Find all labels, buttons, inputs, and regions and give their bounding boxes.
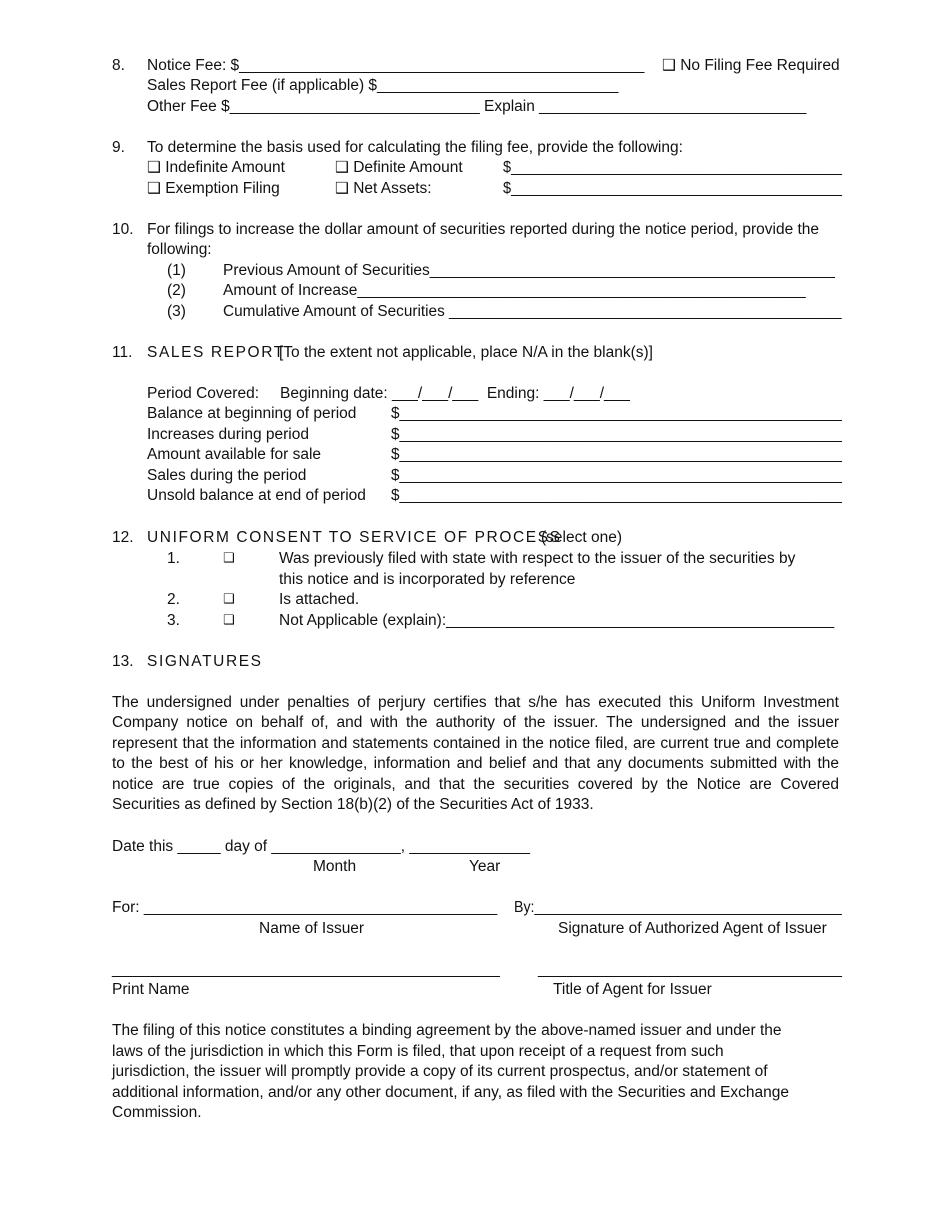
signature-paragraph [112,693,839,815]
item-number: 11. [112,344,133,361]
sales-row-field[interactable]: $____________________________________________________ [391,405,842,422]
footer-text: Commission. [112,1104,202,1121]
item-text: For filings to increase the dollar amount of securities reported during the notice period, provide the [147,221,820,238]
option-text: Was previously filed with state with respect to the issuer of the securities by [279,550,796,567]
section-heading: SIGNATURES [147,653,263,670]
sales-row-label: Sales during the period [147,467,307,484]
item-number: 10. [112,221,134,238]
item-text: following: [147,241,212,258]
option-checkbox[interactable]: ❑ [223,551,235,566]
row-number: (3) [167,303,186,320]
paragraph-text: The undersigned under penalties of perjury certifies that s/he has executed this Uniform Investment Company notice on behalf of, and with the authority of the issuer. The undersigned and the issuer represent that the information and statements contained in the notice filed, are current true and complete to the best of his or her knowledge, information and belief and that any documents submitted with the notice are true copies of the originals, and that the securities covered by the Notice are Covered Securities as defined by Section 18(b)(2) of the Securities Act of 1933. [112,694,839,814]
sales-row-label: Amount available for sale [147,446,322,463]
option-number: 3. [167,612,180,629]
print-name-field[interactable]: _____________________________________________ [112,961,500,978]
indefinite-amount-checkbox[interactable]: ❑ Indefinite Amount [147,159,285,176]
item-number: 9. [112,139,125,156]
option-number: 1. [167,550,180,567]
footer-text: laws of the jurisdiction in which this Form is filed, that upon receipt of a request from such [112,1043,724,1060]
sales-row-field[interactable]: $____________________________________________________ [391,467,842,484]
item-number: 13. [112,653,134,670]
month-label: Month [313,858,357,875]
no-filing-fee-checkbox[interactable]: ❑ No Filing Fee Required [662,57,840,74]
sales-row-field[interactable]: $____________________________________________________ [391,426,842,443]
definite-amount-checkbox[interactable]: ❑ Definite Amount [335,159,463,176]
year-label: Year [469,858,501,875]
name-of-issuer-label: Name of Issuer [259,920,365,937]
amount-field[interactable]: $_________________________________________ [503,159,842,176]
item-number: 8. [112,57,125,74]
item-text: To determine the basis used for calculating the filing fee, provide the following: [147,139,683,156]
period-dates-field[interactable]: Beginning date: ___/___/___ Ending: ___/___/___ [280,385,630,402]
footer-text: The filing of this notice constitutes a binding agreement by the above-named issuer and under the [112,1022,782,1039]
sales-row-field[interactable]: $____________________________________________________ [391,487,842,504]
option-checkbox[interactable]: ❑ [223,613,235,628]
period-covered-label: Period Covered: [147,385,260,402]
sales-row-label: Unsold balance at end of period [147,487,366,504]
sales-row-label: Increases during period [147,426,309,443]
not-applicable-field[interactable]: Not Applicable (explain):_____________________________________________ [279,612,835,629]
section-heading: UNIFORM CONSENT TO SERVICE OF PROCESS [147,529,562,546]
cumulative-amount-field[interactable]: Cumulative Amount of Securities ______________________________________________ [223,303,842,320]
previous-amount-field[interactable]: Previous Amount of Securities_______________________________________________ [223,262,835,279]
sales-row-label: Balance at beginning of period [147,405,357,422]
net-assets-field[interactable]: $_________________________________________ [503,180,842,197]
net-assets-checkbox[interactable]: ❑ Net Assets: [335,180,432,197]
section-note: (select one) [541,529,622,546]
exemption-filing-checkbox[interactable]: ❑ Exemption Filing [147,180,280,197]
signature-field[interactable]: By:_______________________________________ [514,899,842,916]
row-number: (1) [167,262,186,279]
item-number: 12. [112,529,134,546]
date-field[interactable]: Date this _____ day of _______________, ______________ [112,838,531,855]
print-name-label: Print Name [112,981,190,998]
option-checkbox[interactable]: ❑ [223,592,235,607]
section-heading: SALES REPORT [147,344,285,361]
row-number: (2) [167,282,186,299]
other-fee-field[interactable]: Other Fee $_____________________________ Explain _______________________________ [147,98,807,115]
sales-report-fee-field[interactable]: Sales Report Fee (if applicable) $____________________________ [147,77,619,94]
option-text: this notice and is incorporated by reference [279,571,576,588]
footer-text: jurisdiction, the issuer will promptly provide a copy of its current prospectus, and/or statement of [112,1063,768,1080]
agent-title-field[interactable]: _____________________________________ [538,961,842,978]
option-text: Is attached. [279,591,360,608]
amount-increase-field[interactable]: Amount of Increase____________________________________________________ [223,282,806,299]
footer-text: additional information, and/or any other document, if any, as filed with the Securities and Exchange [112,1084,789,1101]
notice-fee-field[interactable]: Notice Fee: $_______________________________________________ [147,57,645,74]
issuer-name-field[interactable]: For: _________________________________________ [112,899,498,916]
agent-title-label: Title of Agent for Issuer [553,981,712,998]
section-note: [To the extent not applicable, place N/A in the blank(s)] [279,344,653,361]
sales-row-field[interactable]: $____________________________________________________ [391,446,842,463]
signature-label: Signature of Authorized Agent of Issuer [558,920,827,937]
option-number: 2. [167,591,180,608]
